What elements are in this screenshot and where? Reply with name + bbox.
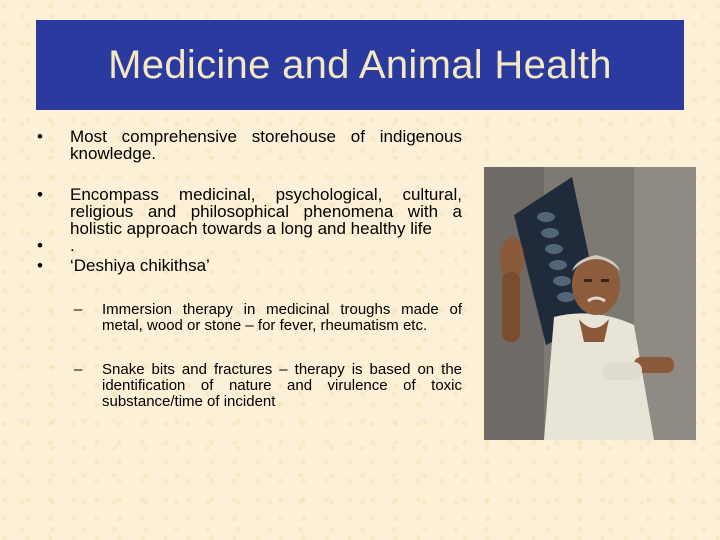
- sub-bullet-item: [30, 302, 462, 334]
- bullet-marker: •: [37, 256, 43, 275]
- bullet-item: [30, 237, 462, 254]
- photo-illustration: [484, 167, 696, 440]
- eye-left: [584, 279, 592, 282]
- sub-bullet-marker: –: [74, 361, 83, 378]
- sub-bullet-item: [30, 362, 462, 410]
- title-bar: [36, 20, 684, 110]
- slide-body: [30, 128, 462, 410]
- eye-right: [601, 279, 609, 282]
- sub-bullet-text: Snake bits and fractures – therapy is based on the identification of nature and virulence of toxic substance/time of incident: [102, 361, 462, 410]
- sleeve-arm: [602, 362, 642, 380]
- bullet-text: ‘Deshiya chikithsa’: [70, 256, 210, 275]
- bullet-marker: •: [37, 185, 43, 204]
- raised-arm: [502, 272, 520, 342]
- sub-bullet-marker: –: [74, 301, 83, 318]
- slide-title: Medicine and Animal Health: [108, 43, 612, 87]
- bullet-item: [30, 257, 462, 274]
- bullet-marker: •: [37, 127, 43, 146]
- photo-healer-with-xray: [484, 167, 696, 440]
- bullet-text: Most comprehensive storehouse of indigenous knowledge.: [70, 127, 462, 163]
- sub-bullet-text: Immersion therapy in medicinal troughs made of metal, wood or stone – for fever, rheumatism etc.: [102, 301, 462, 334]
- bullet-item: [30, 186, 462, 237]
- bullet-text: .: [70, 236, 75, 255]
- bullet-marker: •: [37, 236, 43, 255]
- bullet-text: Encompass medicinal, psychological, cultural, religious and philosophical phenomena with a holistic approach towards a long and healthy life: [70, 185, 462, 238]
- bullet-item: [30, 128, 462, 162]
